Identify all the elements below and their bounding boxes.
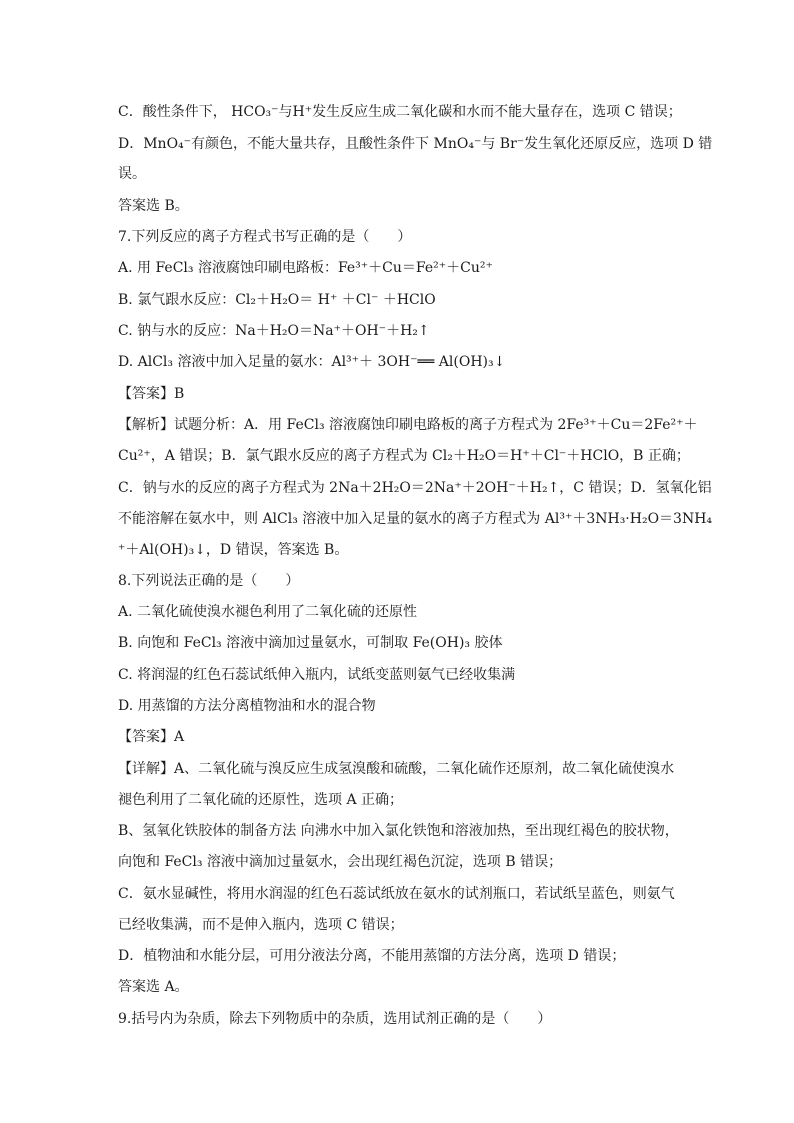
- analysis-line: C．钠与水的反应的离子方程式为 2Na＋2H₂O＝2Na⁺＋2OH⁻＋H₂↑，C 错误；D．氢氧化铝: [118, 480, 712, 496]
- text-line: 误。: [118, 166, 146, 182]
- detail-line: C．氨水显碱性，将用水润湿的红色石蕊试纸放在氨水的试剂瓶口，若试纸呈蓝色，则氨气: [118, 886, 675, 902]
- text-line: 答案选 B。: [118, 198, 189, 214]
- answer-label: 【答案】A: [118, 729, 185, 745]
- text-line: C．酸性条件下， HCO₃⁻与H⁺发生反应生成二氧化碳和水而不能大量存在，选项 C 错误；: [118, 104, 682, 120]
- text-line: D．MnO₄⁻有颜色，不能大量共存，且酸性条件下 MnO₄⁻与 Br⁻发生氧化还原反应，选项 D 错: [118, 136, 713, 152]
- question-7-stem: 7.下列反应的离子方程式书写正确的是（ ）: [118, 229, 412, 245]
- detail-line: 已经收集满，而不是伸入瓶内，选项 C 错误；: [118, 917, 404, 933]
- option-c: C. 钠与水的反应：Na＋H₂O＝Na⁺＋OH⁻＋H₂↑: [118, 323, 430, 339]
- answer-label: 【答案】B: [118, 386, 185, 402]
- analysis-line: 不能溶解在氨水中，则 AlCl₃ 溶液中加入足量的氨水的离子方程式为 Al³⁺＋3NH₃·H₂O＝3NH₄: [118, 511, 713, 527]
- analysis-line: Cu²⁺，A 错误；B．氯气跟水反应的离子方程式为 Cl₂＋H₂O＝H⁺＋Cl⁻＋HClO，B 正确；: [118, 448, 690, 464]
- detail-line: 向饱和 FeCl₃ 溶液中滴加过量氨水，会出现红褐色沉淀，选项 B 错误；: [118, 854, 563, 870]
- option-c: C. 将润湿的红色石蕊试纸伸入瓶内，试纸变蓝则氨气已经收集满: [118, 667, 516, 683]
- question-9-stem: 9.括号内为杂质，除去下列物质中的杂质，选用试剂正确的是（ ）: [118, 1011, 552, 1027]
- option-d: D. AlCl₃ 溶液中加入足量的氨水：Al³⁺＋ 3OH⁻══ Al(OH)₃↓: [118, 354, 506, 370]
- option-b: B. 向饱和 FeCl₃ 溶液中滴加过量氨水，可制取 Fe(OH)₃ 胶体: [118, 635, 503, 651]
- analysis-line: 【解析】试题分析：A．用 FeCl₃ 溶液腐蚀印刷电路板的离子方程式为 2Fe³⁺＋Cu＝2Fe²⁺＋: [118, 417, 698, 433]
- detail-line: 【详解】A、二氧化硫与溴反应生成氢溴酸和硫酸，二氧化硫作还原剂，故二氧化硫使溴水: [118, 761, 675, 777]
- option-a: A. 二氧化硫使溴水褪色利用了二氧化硫的还原性: [118, 604, 418, 620]
- detail-line: D．植物油和水能分层，可用分液法分离，不能用蒸馏的方法分离，选项 D 错误；: [118, 948, 626, 964]
- option-a: A. 用 FeCl₃ 溶液腐蚀印刷电路板：Fe³⁺＋Cu＝Fe²⁺＋Cu²⁺: [118, 260, 493, 276]
- detail-line: 褪色利用了二氧化硫的还原性，选项 A 正确；: [118, 792, 404, 808]
- option-b: B. 氯气跟水反应：Cl₂＋H₂O＝ H⁺ ＋Cl⁻ ＋HClO: [118, 292, 436, 308]
- option-d: D. 用蒸馏的方法分离植物油和水的混合物: [118, 698, 376, 714]
- analysis-line: ⁺＋Al(OH)₃↓，D 错误，答案选 B。: [118, 542, 349, 558]
- detail-line: B、氢氧化铁胶体的制备方法 向沸水中加入氯化铁饱和溶液加热，至出现红褐色的胶状物，: [118, 823, 679, 839]
- detail-line: 答案选 A。: [118, 979, 189, 995]
- question-8-stem: 8.下列说法正确的是（ ）: [118, 573, 300, 589]
